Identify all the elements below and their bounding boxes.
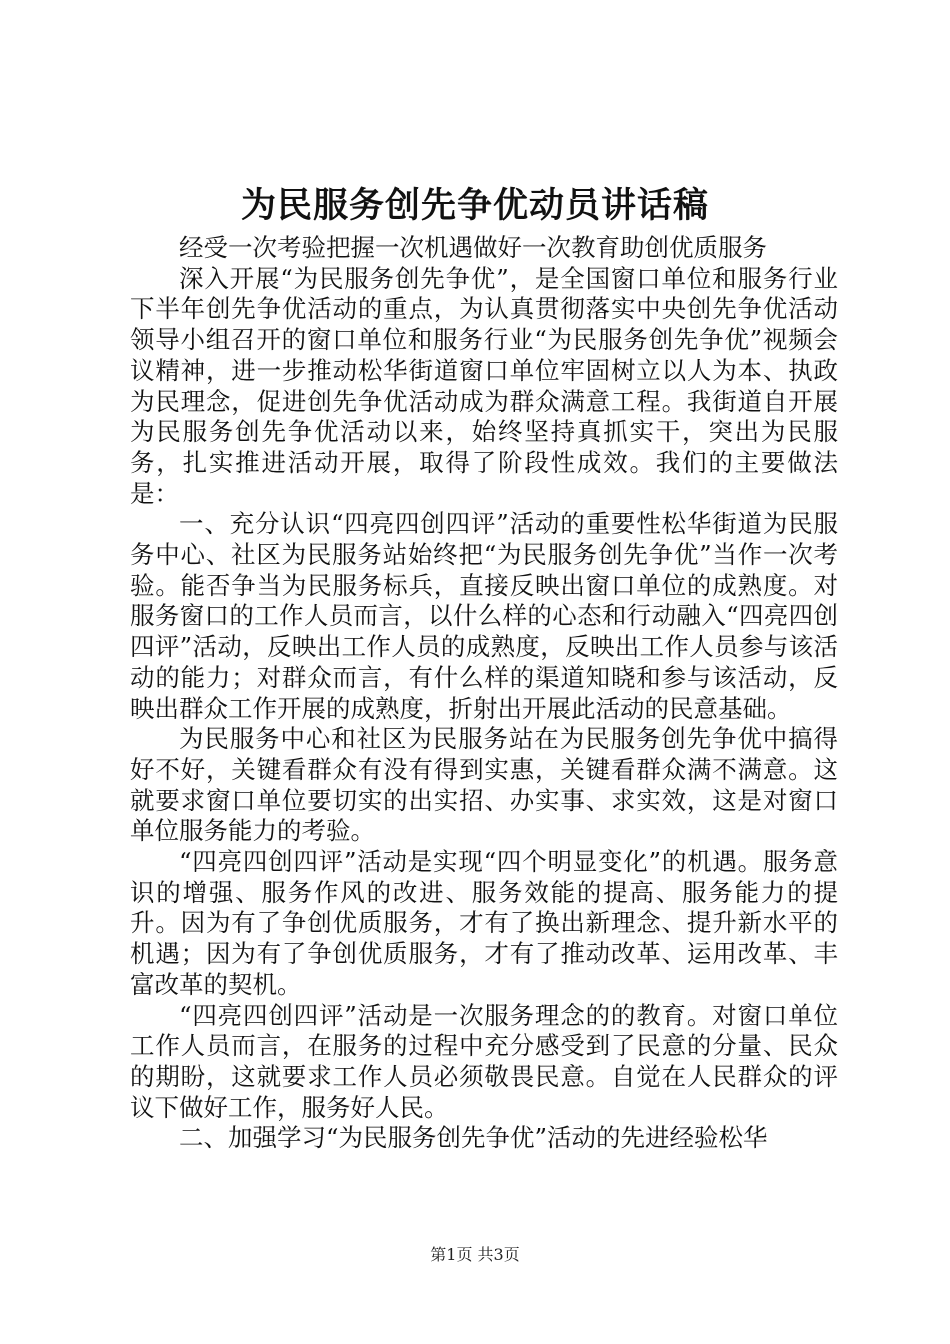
page-number-footer: 第1页 共3页 (430, 1245, 520, 1264)
paragraph: 深入开展“为民服务创先争优”，是全国窗口单位和服务行业下半年创先争优活动的重点，为认真贯彻落实中央创先争优活动领导小组召开的窗口单位和服务行业“为民服务创先争优”视频会议精神，进一步推动松华街道窗口单位牢固树立以人为本、执政为民理念，促进创先争优活动成为群众满意工程。我街道自开展为民服务创先争优活动以来，始终坚持真抓实干，突出为民服务，扎实推进活动开展，取得了阶段性成效。我们的主要做法是： (130, 263, 838, 508)
paragraph: “四亮四创四评”活动是一次服务理念的的教育。对窗口单位工作人员而言，在服务的过程中充分感受到了民意的分量、民众的期盼，这就要求工作人员必须敬畏民意。自觉在人民群众的评议下做好工作，服务好人民。 (130, 1000, 838, 1122)
paragraph: 为民服务中心和社区为民服务站在为民服务创先争优中搞得好不好，关键看群众有没有得到实惠，关键看群众满不满意。这就要求窗口单位要切实的出实招、办实事、求实效，这是对窗口单位服务能力的考验。 (130, 724, 838, 846)
paragraph: 一、充分认识“四亮四创四评”活动的重要性松华街道为民服务中心、社区为民服务站始终把“为民服务创先争优”当作一次考验。能否争当为民服务标兵，直接反映出窗口单位的成熟度。对服务窗口的工作人员而言，以什么样的心态和行动融入“四亮四创四评”活动，反映出工作人员的成熟度，反映出工作人员参与该活动的能力；对群众而言，有什么样的渠道知晓和参与该活动，反映出群众工作开展的成熟度，折射出开展此活动的民意基础。 (130, 509, 838, 723)
paragraph: 二、加强学习“为民服务创先争优”活动的先进经验松华 (179, 1123, 768, 1153)
document-body (130, 233, 838, 1154)
paragraph: “四亮四创四评”活动是实现“四个明显变化”的机遇。服务意识的增强、服务作风的改进、服务效能的提高、服务能力的提升。因为有了争创优质服务，才有了换出新理念、提升新水平的机遇；因为有了争创优质服务，才有了推动改革、运用改革、丰富改革的契机。 (130, 847, 838, 999)
document-title: 为民服务创先争优动员讲话稿 (240, 185, 709, 226)
document-subtitle: 经受一次考验把握一次机遇做好一次教育助创优质服务 (179, 233, 767, 262)
